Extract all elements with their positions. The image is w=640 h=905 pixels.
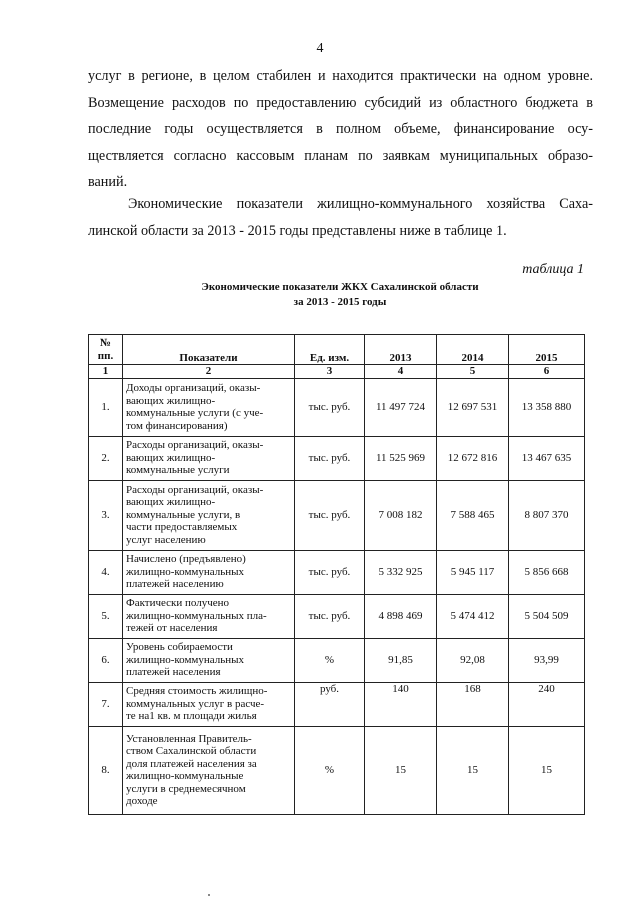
table-row	[89, 682, 585, 726]
paragraph-line: последние годы осуществляется в полном объеме, финансирование осу-	[88, 121, 593, 137]
value-2013: 91,85	[365, 638, 437, 682]
table-row	[89, 726, 585, 814]
header-indicator: Показатели	[123, 335, 295, 365]
value-2014: 5 945 117	[437, 550, 509, 594]
table-header-row	[89, 335, 585, 365]
table-row	[89, 594, 585, 638]
table-title	[170, 280, 510, 310]
value-2015: 93,99	[509, 638, 585, 682]
unit-cell: тыс. руб.	[295, 378, 365, 436]
row-number: 1.	[89, 378, 123, 436]
value-2015: 8 807 370	[509, 480, 585, 550]
value-2015: 5 856 668	[509, 550, 585, 594]
col-number: 5	[437, 365, 509, 379]
unit-cell: руб.	[295, 682, 365, 726]
unit-cell: тыс. руб.	[295, 550, 365, 594]
value-2015: 13 467 635	[509, 436, 585, 480]
value-2013: 4 898 469	[365, 594, 437, 638]
value-2014: 12 697 531	[437, 378, 509, 436]
col-number: 1	[89, 365, 123, 379]
value-2013: 11 525 969	[365, 436, 437, 480]
value-2013: 5 332 925	[365, 550, 437, 594]
column-number-row	[89, 365, 585, 379]
paragraph-line: ваний.	[88, 174, 128, 190]
value-2014: 168	[437, 682, 509, 726]
header-2015: 2015	[509, 335, 585, 365]
col-number: 2	[123, 365, 295, 379]
header-2013: 2013	[365, 335, 437, 365]
value-2014: 15	[437, 726, 509, 814]
paragraph-1	[88, 63, 593, 196]
indicator-label: Доходы организаций, оказы- вающих жилищно- коммунальные услуги (с уче- том финансирования)	[123, 378, 295, 436]
economic-indicators-table	[88, 334, 585, 815]
indicator-label: Расходы организаций, оказы- вающих жилищно- коммунальные услуги	[123, 436, 295, 480]
value-2014: 5 474 412	[437, 594, 509, 638]
row-number: 7.	[89, 682, 123, 726]
row-number: 2.	[89, 436, 123, 480]
unit-cell: тыс. руб.	[295, 594, 365, 638]
table-title-line: за 2013 - 2015 годы	[293, 296, 387, 308]
value-2014: 92,08	[437, 638, 509, 682]
header-2014: 2014	[437, 335, 509, 365]
indicator-label: Установленная Правитель- ством Сахалинской области доля платежей населения за жилищно-коммунальные услуги в среднемесячном доходе	[123, 726, 295, 814]
paragraph-line: услуг в регионе, в целом стабилен и находится практически на одном уровне.	[88, 68, 593, 84]
indicator-label: Уровень собираемости жилищно-коммунальных платежей населения	[123, 638, 295, 682]
value-2013: 7 008 182	[365, 480, 437, 550]
value-2014: 7 588 465	[437, 480, 509, 550]
unit-cell: тыс. руб.	[295, 436, 365, 480]
value-2013: 15	[365, 726, 437, 814]
header-unit: Ед. изм.	[295, 335, 365, 365]
table-row	[89, 436, 585, 480]
indicator-label: Средняя стоимость жилищно- коммунальных услуг в расче- те на1 кв. м площади жилья	[123, 682, 295, 726]
paragraph-line: Возмещение расходов по предоставлению субсидий из областного бюджета в	[88, 94, 593, 111]
row-number: 4.	[89, 550, 123, 594]
page-number: 4	[316, 41, 324, 56]
value-2013: 140	[365, 682, 437, 726]
indicator-label: Расходы организаций, оказы- вающих жилищно- коммунальные услуги, в части предоставляемых услуг населению	[123, 480, 295, 550]
indicator-label: Начислено (предъявлено) жилищно-коммунальных платежей населению	[123, 550, 295, 594]
paragraph-line: ществляется согласно кассовым планам по заявкам муниципальных образо-	[88, 147, 593, 164]
paragraph-line: Экономические показатели жилищно-коммунального хозяйства Саха-	[128, 196, 593, 212]
col-number: 6	[509, 365, 585, 379]
indicator-label: Фактически получено жилищно-коммунальных пла- тежей от населения	[123, 594, 295, 638]
table-row	[89, 550, 585, 594]
row-number: 3.	[89, 480, 123, 550]
row-number: 8.	[89, 726, 123, 814]
value-2015: 13 358 880	[509, 378, 585, 436]
paragraph-2	[88, 191, 593, 244]
paragraph-line: линской области за 2013 - 2015 годы представлены ниже в таблице 1.	[88, 222, 507, 239]
unit-cell: тыс. руб.	[295, 480, 365, 550]
value-2014: 12 672 816	[437, 436, 509, 480]
row-number: 5.	[89, 594, 123, 638]
value-2015: 240	[509, 682, 585, 726]
table-title-line: Экономические показатели ЖКХ Сахалинской области	[201, 281, 479, 293]
unit-cell: %	[295, 638, 365, 682]
table-row	[89, 378, 585, 436]
table-tag: таблица 1	[522, 262, 584, 277]
table-row	[89, 480, 585, 550]
unit-cell: %	[295, 726, 365, 814]
value-2013: 11 497 724	[365, 378, 437, 436]
value-2015: 15	[509, 726, 585, 814]
header-number: № пп.	[89, 335, 123, 365]
col-number: 3	[295, 365, 365, 379]
scan-speck	[208, 894, 210, 896]
row-number: 6.	[89, 638, 123, 682]
value-2015: 5 504 509	[509, 594, 585, 638]
col-number: 4	[365, 365, 437, 379]
table-row	[89, 638, 585, 682]
